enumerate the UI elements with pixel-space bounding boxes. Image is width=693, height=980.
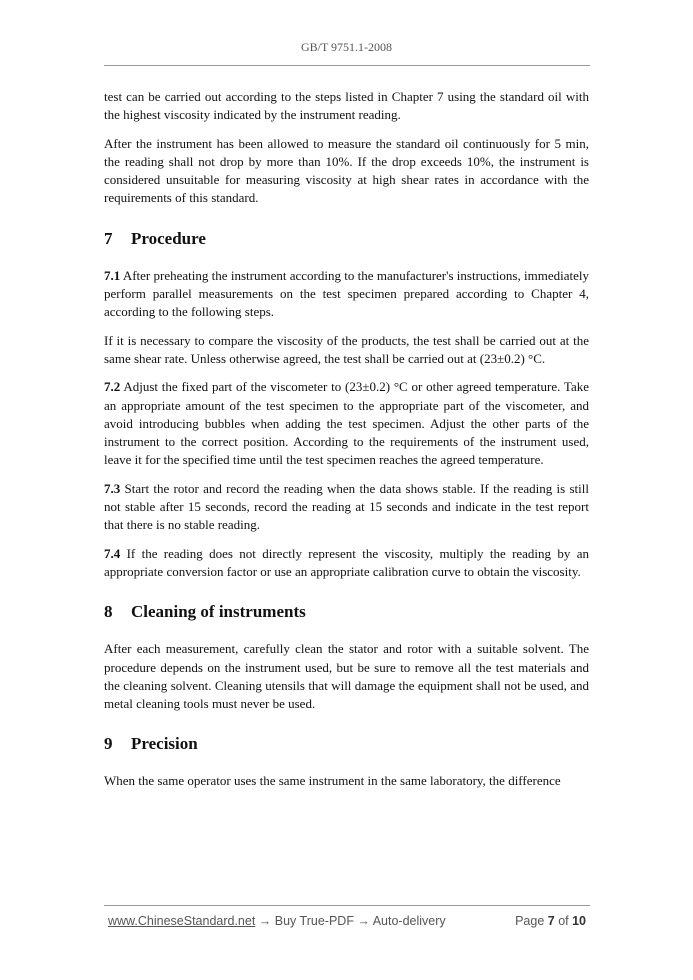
section-heading-procedure (104, 228, 589, 250)
footer-divider (104, 905, 590, 906)
arrow-icon: → (353, 914, 373, 928)
header-divider (104, 65, 590, 66)
auto-delivery-label: Auto-delivery (372, 914, 446, 928)
clause-text: If the reading does not directly represent the viscosity, multiply the reading by an appropriate conversion factor or use an appropriate calibration curve to obtain the viscosity. (104, 545, 589, 579)
section-number: 7 (104, 228, 113, 248)
clause-number: 7.2 (104, 379, 121, 395)
document-body (104, 88, 589, 801)
footer-links (108, 914, 446, 928)
clause-number: 7.3 (104, 480, 121, 496)
page-of-label: of (554, 914, 573, 928)
paragraph-cleaning: After each measurement, carefully clean the stator and rotor with a suitable solvent. The procedure depends on the instrument used, but be sure to remove all the test materials and the cleaning solvent. Cleaning utensils that will damage the equipment shall not be used, and metal cleaning tools must never be used. (104, 641, 589, 712)
clause-text: Adjust the fixed part of the viscometer to (23±0.2) °C or other agreed temperature. Take an appropriate amount of the test specimen to the appropriate part of the viscometer, and avoid introducing bubbles when adding the test specimen. Adjust the other parts of the instrument to the correct position. According to the requirements of the instrument used, leave it for the specified time until the test specimen reaches the agreed temperature. (104, 379, 589, 468)
section-title: Cleaning of instruments (131, 602, 306, 622)
clause-number: 7.4 (104, 545, 121, 561)
paragraph-drop-check: After the instrument has been allowed to measure the standard oil continuously for 5 min, the reading shall not drop by more than 10%. If the drop exceeds 10%, the instrument is considered unsuitable for measuring viscosity at high shear rates in accordance with the requirements of this standard. (104, 135, 589, 206)
paragraph-shear-rate: If it is necessary to compare the viscosity of the products, the test shall be carried out at the same shear rate. Unless otherwise agreed, the test shall be carried out at (23±0.2) °C. (104, 332, 589, 366)
section-heading-cleaning (104, 601, 589, 623)
clause-7-1 (104, 267, 589, 322)
site-link[interactable]: www.ChineseStandard.net (108, 914, 256, 928)
paragraph-precision: When the same operator uses the same instrument in the same laboratory, the difference (104, 773, 561, 789)
clause-7-4 (104, 545, 589, 582)
section-heading-precision (104, 733, 589, 755)
page-header: GB/T 9751.1-2008 (300, 40, 393, 54)
section-title: Precision (131, 734, 198, 754)
section-number: 9 (104, 734, 113, 754)
clause-7-3 (104, 480, 589, 535)
arrow-icon: → (255, 914, 275, 928)
page-label: Page (515, 914, 548, 928)
buy-pdf-link[interactable]: Buy True-PDF (274, 914, 354, 928)
page-current: 7 (547, 914, 555, 928)
clause-7-2 (104, 378, 589, 469)
clause-text: After preheating the instrument according to the manufacturer's instructions, immediately perform parallel measurements on the test specimen prepared according to Chapter 4, according to the following steps. (104, 267, 589, 320)
section-title: Procedure (131, 228, 206, 248)
page-indicator (515, 914, 586, 928)
section-number: 8 (104, 602, 113, 622)
page-total: 10 (572, 914, 586, 928)
clause-text: Start the rotor and record the reading when the data shows stable. If the reading is still not stable after 15 seconds, record the reading at 15 seconds and indicate in the test report that there is no stable reading. (104, 480, 589, 533)
clause-number: 7.1 (104, 267, 121, 283)
paragraph-continued: test can be carried out according to the steps listed in Chapter 7 using the standard oil with the highest viscosity indicated by the instrument reading. (104, 89, 589, 123)
